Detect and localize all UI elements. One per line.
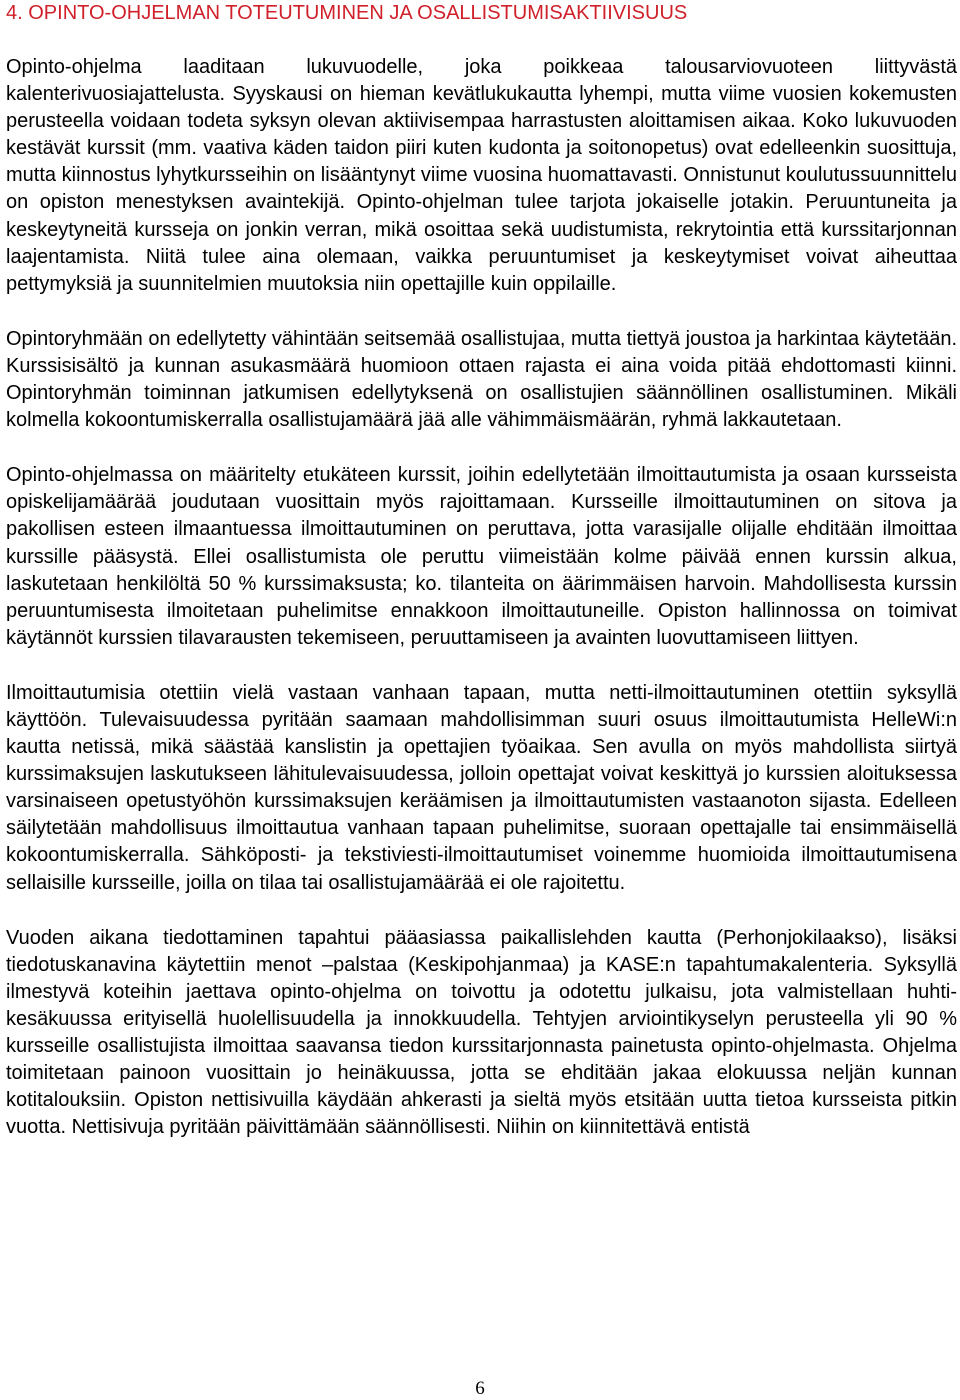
page-number: 6 [475,1378,485,1399]
paragraph-communication: Vuoden aikana tiedottaminen tapahtui pääasiassa paikallislehden kautta (Perhonjokilaakso), lisäksi tiedotuskanavina käytettiin menot –palstaa (Keskipohjanmaa) ja KASE:n tapahtumakalenteria. Syksyllä ilmestyvä koteihin jaettava opinto-ohjelma on toivottu ja odotettu julkaisu, jota valmistellaan huhti-kesäkuussa erityisellä huolellisuudella ja innokkuudella. Tehtyjen arviointikyselyn perusteella yli 90 % kursseille osallistujista ilmoittaa saavansa tiedon kurssitarjonnasta painetusta opinto-ohjelmasta. Ohjelma toimitetaan painoon vuosittain jo heinäkuussa, jotta se ehditään jakaa elokuussa neljän kunnan kotitalouksiin. Opiston nettisivuilla käydään ahkerasti ja sieltä myös etsitään uutta tietoa kursseista pitkin vuotta. Nettisivuja pyritään päivittämään säännöllisesti. Niihin on kiinnitettävä entistä [6,926,957,1139]
section-heading: 4. OPINTO-OHJELMAN TOTEUTUMINEN JA OSALLISTUMISAKTIIVISUUS [6,2,688,24]
paragraph-group-size: Opintoryhmään on edellytetty vähintään seitsemää osallistujaa, mutta tiettyä joustoa ja harkintaa käytetään. Kurssisisältö ja kunnan asukasmäärä huomioon ottaen rajasta ei aina voida pitää ehdottomasti kiinni. Opintoryhmän toiminnan jatkumisen edellytyksenä on osallistujien säännöllinen osallistuminen. Mikäli kolmella kokoontumiskerralla osallistujamäärä jää alle vähimmäismäärän, ryhmä lakkautetaan. [6,327,957,432]
body-text [6,54,957,1141]
paragraph-registration: Opinto-ohjelmassa on määritelty etukäteen kurssit, joihin edellytetään ilmoittautumista ja osaan kursseista opiskelijamäärää joudutaan vuosittain myös rajoittamaan. Kursseille ilmoittautuminen on sitova ja pakollisen esteen ilmaantuessa ilmoittautuminen on peruttava, jotta varasijalle olijalle ehditään ilmoittaa kurssille pääsystä. Ellei osallistumista ole peruttu viimeistään kolme päivää ennen kurssin alkua, laskutetaan henkilöltä 50 % kurssimaksusta; ko. tilanteita on äärimmäisen harvoin. Mahdollisesta kurssin peruuntumisesta ilmoitetaan puhelimitse ennakkoon ilmoittautuneille. Opiston hallinnossa on toimivat käytännöt kurssien tilavarausten tekemiseen, peruuttamiseen ja avainten luovuttamiseen liittyen. [6,464,957,649]
paragraph-online-registration: Ilmoittautumisia otettiin vielä vastaan vanhaan tapaan, mutta netti-ilmoittautuminen otettiin syksyllä käyttöön. Tulevaisuudessa pyritään saamaan mahdollisimman suuri osuus ilmoittautumista HelleWi:n kautta netissä, mikä säästää kanslistin ja opettajien työaikaa. Sen avulla on myös mahdollista siirtyä kurssimaksujen laskutukseen lähitulevaisuudessa, jolloin opettajat voivat keskittyä jo kurssien aloituksessa varsinaiseen opetustyöhön kurssimaksujen keräämisen ja ilmoittautumisten vastaanoton sijasta. Edelleen säilytetään mahdollisuus ilmoittautua vanhaan tapaan puhelimitse, suoraan opettajalle tai ensimmäisellä kokoontumiskerralla. Sähköposti- ja tekstiviesti-ilmoittautumiset voinemme huomioida ilmoittautumisena sellaisille kursseille, joilla on tilaa tai osallistujamäärää ei ole rajoitettu. [6,681,957,894]
paragraph-study-program: Opinto-ohjelma laaditaan lukuvuodelle, joka poikkeaa talousarviovuoteen liittyvästä kalenterivuosiajattelusta. Syyskausi on hieman kevätlukukautta lyhempi, mutta viime vuosien kokemusten perusteella voidaan todeta syksyn olevan aktiivisempaa harrastusten aloittamisen aikaa. Koko lukuvuoden kestävät kurssit (mm. vaativa käden taidon piiri kuten kudonta ja soitonopetus) ovat edelleenkin suosittuja, mutta kiinnostus lyhytkursseihin on lisääntynyt viime vuosina huomattavasti. Onnistunut koulutussuunnittelu on opiston menestyksen avaintekijä. Opinto-ohjelman tulee tarjota jokaiselle jotakin. Peruuntuneita ja keskeytyneitä kursseja on jonkin verran, mikä osoittaa sekä uudistumista, rekrytointia että kurssitarjonnan laajentamista. Niitä tulee aina olemaan, vaikka peruuntumiset ja keskeytymiset voivat aiheuttaa pettymyksiä ja suunnitelmien muutoksia niin opettajille kuin oppilaille. [6,56,957,295]
